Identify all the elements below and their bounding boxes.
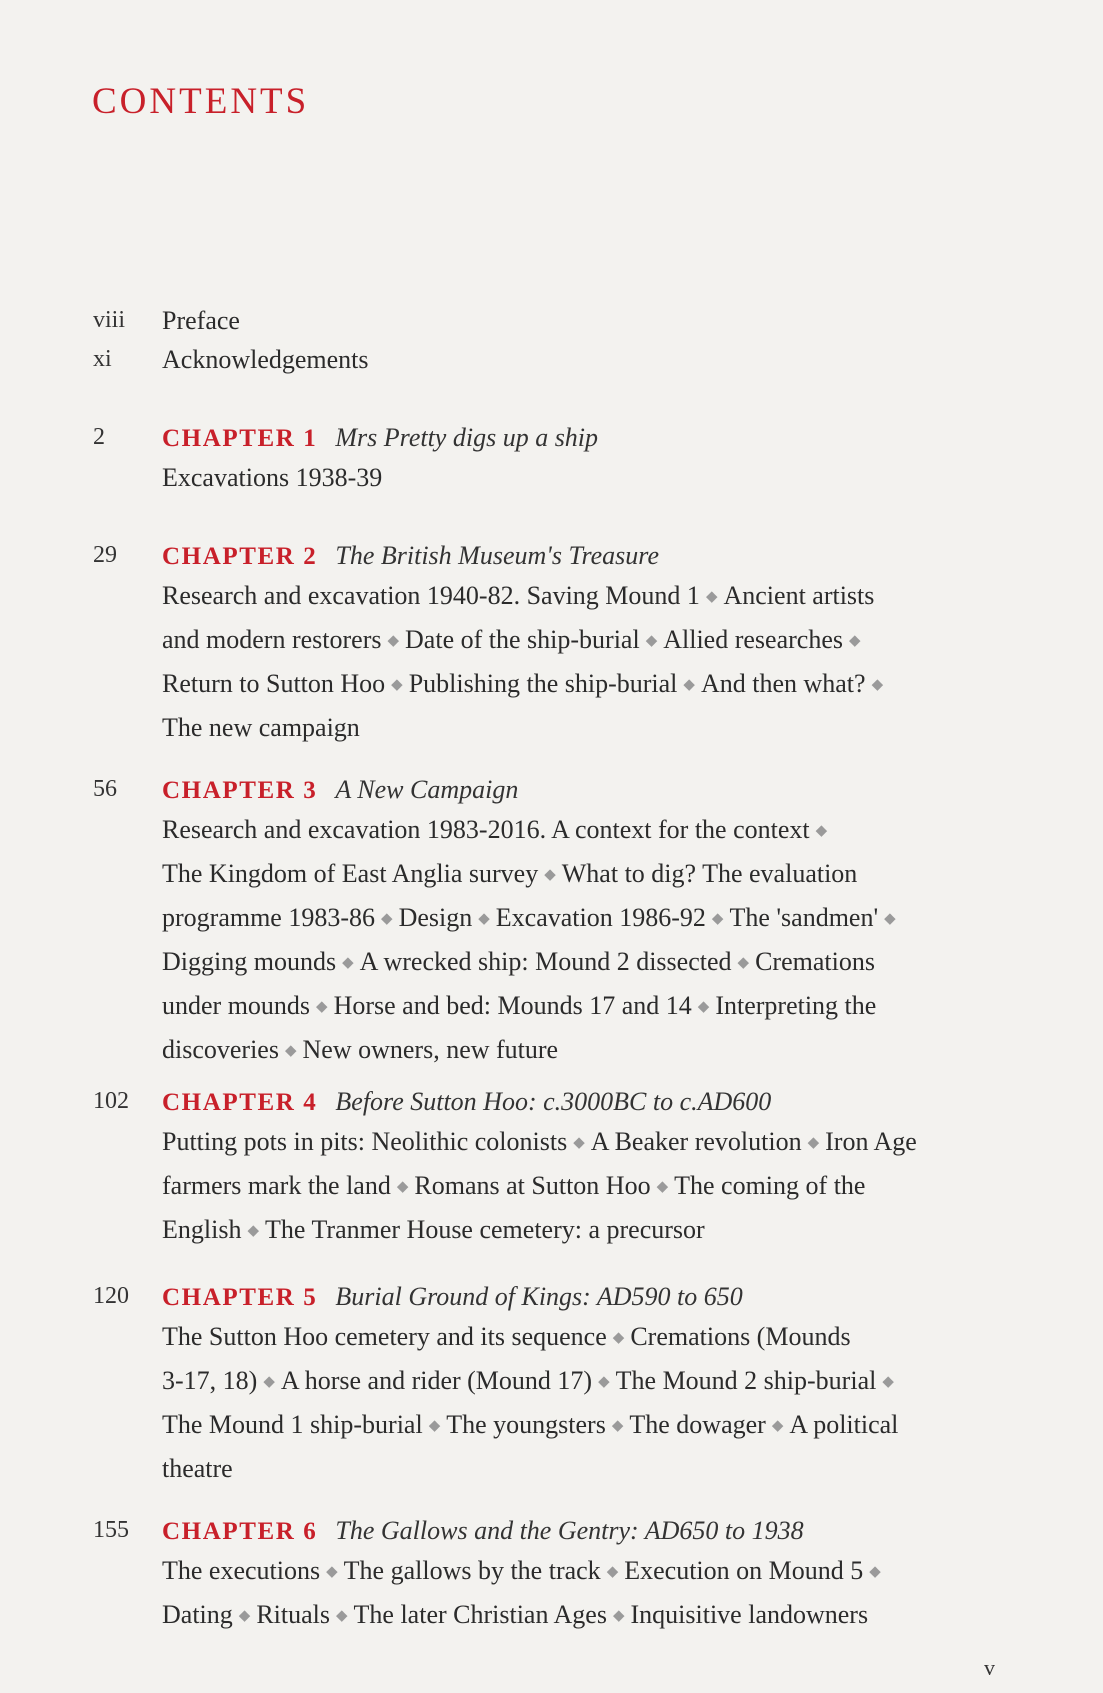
section-topic: farmers mark the land xyxy=(162,1171,391,1200)
bullet-separator-icon: ◆ xyxy=(884,911,896,927)
bullet-separator-icon: ◆ xyxy=(807,1135,820,1151)
chapter-title: Burial Ground of Kings: AD590 to 650 xyxy=(335,1282,743,1311)
bullet-separator-icon: ◆ xyxy=(284,1043,297,1059)
bullet-separator-icon: ◆ xyxy=(263,1374,275,1390)
section-topic: and modern restorers xyxy=(162,625,382,654)
section-topic: Cremations (Mounds xyxy=(630,1322,851,1351)
section-topic: The Tranmer House cemetery: a precursor xyxy=(265,1215,705,1244)
section-line xyxy=(162,1551,1002,1595)
chapter-label: CHAPTER 2 xyxy=(162,543,318,570)
page-number: 102 xyxy=(93,1088,129,1114)
section-line xyxy=(162,1449,1002,1488)
section-topic: Design xyxy=(398,903,473,932)
section-topic: The Kingdom of East Anglia survey xyxy=(162,859,539,888)
page-number: 155 xyxy=(93,1517,129,1543)
section-topic: Romans at Sutton Hoo xyxy=(414,1171,651,1200)
page-number: xi xyxy=(93,346,112,372)
section-topic: Date of the ship-burial xyxy=(405,625,640,654)
section-topic: The youngsters xyxy=(446,1410,606,1439)
section-topic: Cremations xyxy=(755,947,875,976)
bullet-separator-icon: ◆ xyxy=(238,1608,251,1624)
bullet-separator-icon: ◆ xyxy=(335,1608,348,1624)
chapter-title: The Gallows and the Gentry: AD650 to 1938 xyxy=(335,1516,804,1545)
bullet-separator-icon: ◆ xyxy=(882,1374,894,1390)
chapter-title: The British Museum's Treasure xyxy=(335,541,659,570)
bullet-separator-icon: ◆ xyxy=(428,1418,441,1434)
section-topic: A wrecked ship: Mound 2 dissected xyxy=(359,947,732,976)
chapter-label: CHAPTER 5 xyxy=(162,1284,318,1311)
section-line xyxy=(162,1030,1002,1074)
bullet-separator-icon: ◆ xyxy=(737,955,750,971)
section-topic: Horse and bed: Mounds 17 and 14 xyxy=(333,991,692,1020)
chapter-title: Mrs Pretty digs up a ship xyxy=(335,423,599,452)
page-number: viii xyxy=(93,307,126,333)
bullet-separator-icon: ◆ xyxy=(711,911,724,927)
page-number: 120 xyxy=(93,1283,129,1309)
section-line xyxy=(162,1405,1002,1449)
section-line xyxy=(162,1210,1002,1254)
section-topic: Research and excavation 1940-82. Saving Mound 1 xyxy=(162,581,700,610)
bullet-separator-icon: ◆ xyxy=(316,999,328,1015)
section-topic: Inquisitive landowners xyxy=(630,1600,869,1629)
section-topic: Allied researches xyxy=(663,625,843,654)
section-line xyxy=(162,942,1002,986)
bullet-separator-icon: ◆ xyxy=(815,823,828,839)
section-topic: The coming of the xyxy=(674,1171,866,1200)
bullet-separator-icon: ◆ xyxy=(871,677,884,693)
section-topic: Dating xyxy=(162,1600,233,1629)
bullet-separator-icon: ◆ xyxy=(645,633,658,649)
bullet-separator-icon: ◆ xyxy=(598,1374,610,1390)
section-line xyxy=(162,664,1002,708)
section-topic: The new campaign xyxy=(162,713,360,742)
section-topic: Publishing the ship-burial xyxy=(408,669,678,698)
section-topic: The dowager xyxy=(629,1410,766,1439)
section-line xyxy=(162,1122,1002,1166)
section-topic: Research and excavation 1983-2016. A context for the context xyxy=(162,815,810,844)
bullet-separator-icon: ◆ xyxy=(326,1564,338,1580)
bullet-separator-icon: ◆ xyxy=(611,1418,624,1434)
section-line xyxy=(162,458,1002,497)
section-topic: The gallows by the track xyxy=(343,1556,601,1585)
section-topic: theatre xyxy=(162,1454,233,1483)
section-line xyxy=(162,986,1002,1030)
chapter-title: A New Campaign xyxy=(335,775,519,804)
chapter-label: CHAPTER 1 xyxy=(162,425,318,452)
section-topic: Excavation 1986-92 xyxy=(495,903,706,932)
section-line xyxy=(162,854,1002,898)
section-line xyxy=(162,1595,1002,1639)
bullet-separator-icon: ◆ xyxy=(656,1179,669,1195)
section-topic: The 'sandmen' xyxy=(729,903,879,932)
section-line xyxy=(162,708,1002,747)
section-topic: The Mound 2 ship-burial xyxy=(615,1366,877,1395)
bullet-separator-icon: ◆ xyxy=(478,911,490,927)
section-line xyxy=(162,898,1002,942)
section-line xyxy=(162,810,1002,854)
bullet-separator-icon: ◆ xyxy=(683,677,695,693)
entry-title: Acknowledgements xyxy=(162,345,369,374)
section-topic: Interpreting the xyxy=(715,991,877,1020)
bullet-separator-icon: ◆ xyxy=(612,1330,625,1346)
chapter-label: CHAPTER 3 xyxy=(162,777,318,804)
chapter-label: CHAPTER 4 xyxy=(162,1089,318,1116)
section-topic: Rituals xyxy=(256,1600,330,1629)
bullet-separator-icon: ◆ xyxy=(573,1135,585,1151)
section-topic: A horse and rider (Mound 17) xyxy=(280,1366,593,1395)
folio-page-number: v xyxy=(984,1655,995,1680)
section-line xyxy=(162,1361,1002,1405)
bullet-separator-icon: ◆ xyxy=(869,1564,881,1580)
page-heading: CONTENTS xyxy=(92,81,310,122)
bullet-separator-icon: ◆ xyxy=(544,867,556,883)
page-number: 2 xyxy=(93,424,105,450)
section-line xyxy=(162,576,1002,620)
section-topic: Digging mounds xyxy=(162,947,337,976)
entry-title: Preface xyxy=(162,306,240,335)
page-number: 29 xyxy=(93,542,117,568)
section-topic: What to dig? The evaluation xyxy=(561,859,858,888)
section-topic: 3-17, 18) xyxy=(162,1366,258,1395)
chapter-title: Before Sutton Hoo: c.3000BC to c.AD600 xyxy=(335,1087,772,1116)
bullet-separator-icon: ◆ xyxy=(771,1418,784,1434)
section-topic: The later Christian Ages xyxy=(353,1600,607,1629)
chapter-label: CHAPTER 6 xyxy=(162,1518,318,1545)
bullet-separator-icon: ◆ xyxy=(705,589,718,605)
section-topic: New owners, new future xyxy=(302,1035,559,1064)
section-topic: Excavations 1938-39 xyxy=(162,463,383,492)
bullet-separator-icon: ◆ xyxy=(606,1564,619,1580)
section-topic: Return to Sutton Hoo xyxy=(162,669,386,698)
page-number: 56 xyxy=(93,776,117,802)
section-topic: The Mound 1 ship-burial xyxy=(162,1410,423,1439)
section-line xyxy=(162,620,1002,664)
bullet-separator-icon: ◆ xyxy=(381,911,393,927)
bullet-separator-icon: ◆ xyxy=(247,1223,259,1239)
bullet-separator-icon: ◆ xyxy=(697,999,710,1015)
section-topic: A political xyxy=(789,1410,899,1439)
section-topic: English xyxy=(162,1215,242,1244)
section-topic: Putting pots in pits: Neolithic colonists xyxy=(162,1127,568,1156)
bullet-separator-icon: ◆ xyxy=(342,955,354,971)
section-topic: The Sutton Hoo cemetery and its sequence xyxy=(162,1322,607,1351)
bullet-separator-icon: ◆ xyxy=(848,633,861,649)
section-topic: Execution on Mound 5 xyxy=(624,1556,864,1585)
section-topic: And then what? xyxy=(700,669,866,698)
section-topic: A Beaker revolution xyxy=(590,1127,802,1156)
bullet-separator-icon: ◆ xyxy=(612,1608,625,1624)
section-topic: discoveries xyxy=(162,1035,279,1064)
section-topic: Ancient artists xyxy=(723,581,875,610)
section-topic: under mounds xyxy=(162,991,311,1020)
section-topic: The executions xyxy=(162,1556,321,1585)
bullet-separator-icon: ◆ xyxy=(387,633,400,649)
section-topic: Iron Age xyxy=(825,1127,917,1156)
bullet-separator-icon: ◆ xyxy=(396,1179,409,1195)
bullet-separator-icon: ◆ xyxy=(391,677,403,693)
section-topic: programme 1983-86 xyxy=(162,903,376,932)
section-line xyxy=(162,1166,1002,1210)
section-line xyxy=(162,1317,1002,1361)
